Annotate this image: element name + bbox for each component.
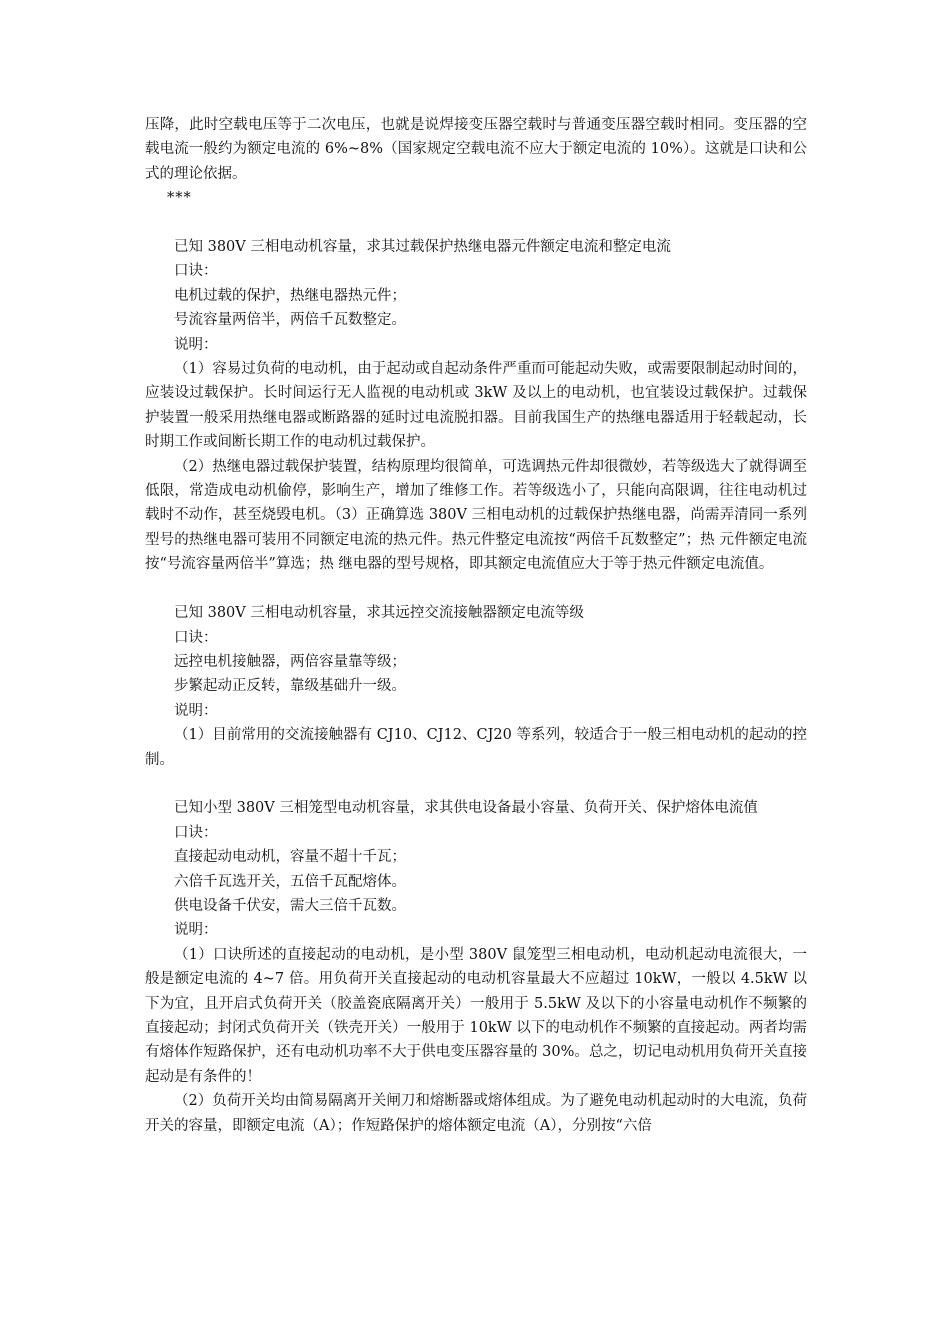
- section-title: 已知 380V 三相电动机容量，求其远控交流接触器额定电流等级: [174, 605, 584, 622]
- document-page: [145, 113, 807, 1138]
- explain-label: 说明：: [174, 922, 218, 939]
- spacer: [145, 577, 807, 601]
- spacer: [145, 772, 807, 796]
- section-title: 已知小型 380V 三相笼型电动机容量，求其供电设备最小容量、负荷开关、保护熔体电流值: [174, 800, 758, 817]
- intro-paragraph: 压降，此时空载电压等于二次电压，也就是说焊接变压器空载时与普通变压器空载时相同。变压器的空载电流一般约为额定电流的 6%~8%（国家规定空载电流不应大于额定电流的 10%）。这就是口诀和公式的理论依据。: [145, 117, 807, 182]
- mnemonic-line: 六倍千瓦选开关，五倍千瓦配熔体。: [174, 873, 406, 890]
- mnemonic-line: 直接起动电动机，容量不超十千瓦；: [174, 849, 406, 866]
- explain-label: 说明：: [174, 336, 218, 353]
- mnemonic-line: 步繁起动正反转，靠级基础升一级。: [174, 678, 406, 695]
- mnemonic-line: 电机过载的保护，热继电器热元件；: [174, 287, 406, 304]
- explain-paragraph: （1）容易过负荷的电动机，由于起动或自起动条件严重而可能起动失败，或需要限制起动时间的，应装设过载保护。长时间运行无人监视的电动机或 3kW 及以上的电动机，也宜装设过载保护。过载保护装置一般采用热继电器或断路器的延时过电流脱扣器。目前我国生产的热继电器适用于轻载起动，长时期工作或间断长期工作的电动机过载保护。: [145, 361, 807, 451]
- explain-paragraph: （2）负荷开关均由简易隔离开关闸刀和熔断器或熔体组成。为了避免电动机起动时的大电流，负荷开关的容量，即额定电流（A）；作短路保护的熔体额定电流（A），分别按“六倍: [145, 1093, 807, 1134]
- explain-paragraph: （1）口诀所述的直接起动的电动机，是小型 380V 鼠笼型三相电动机，电动机起动电流很大，一般是额定电流的 4~7 倍。用负荷开关直接起动的电动机容量最大不应超过 10kW，一般以 4.5kW 以下为宜，且开启式负荷开关（胶盖瓷底隔离开关）一般用于 5.5kW 及以下的小容量电动机作不频繁的直接起动；封闭式负荷开关（铁壳开关）一般用于 10kW 以下的电动机作不频繁的直接起动。两者均需有熔体作短路保护，还有电动机功率不大于供电变压器容量的 30%。总之，切记电动机用负荷开关直接起动是有条件的！: [145, 946, 807, 1085]
- explain-paragraph: （2）热继电器过载保护装置，结构原理均很简单，可选调热元件却很微妙，若等级选大了就得调至低限，常造成电动机偷停，影响生产，增加了维修工作。若等级选小了，只能向高限调，往往电动机过载时不动作，甚至烧毁电机。（3）正确算选 380V 三相电动机的过载保护热继电器，尚需弄清同一系列型号的热继电器可装用不同额定电流的热元件。热元件整定电流按“两倍千瓦数整定”；热 元件额定电流按“号流容量两倍半”算选；热 继电器的型号规格，即其额定电流值应大于等于热元件额定电流值。: [145, 458, 807, 573]
- mnemonic-line: 远控电机接触器，两倍容量靠等级；: [174, 653, 406, 670]
- explain-paragraph: （1）目前常用的交流接触器有 CJ10、CJ12、CJ20 等系列，较适合于一般三相电动机的起动的控制。: [145, 727, 807, 768]
- mnemonic-label: 口诀：: [174, 263, 218, 280]
- mnemonic-line: 号流容量两倍半，两倍千瓦数整定。: [174, 312, 406, 329]
- section-title: 已知 380V 三相电动机容量，求其过载保护热继电器元件额定电流和整定电流: [174, 239, 671, 256]
- explain-label: 说明：: [174, 702, 218, 719]
- section-separator: ***: [167, 190, 192, 207]
- spacer: [145, 211, 807, 235]
- mnemonic-line: 供电设备千伏安，需大三倍千瓦数。: [174, 897, 406, 914]
- mnemonic-label: 口诀：: [174, 824, 218, 841]
- mnemonic-label: 口诀：: [174, 629, 218, 646]
